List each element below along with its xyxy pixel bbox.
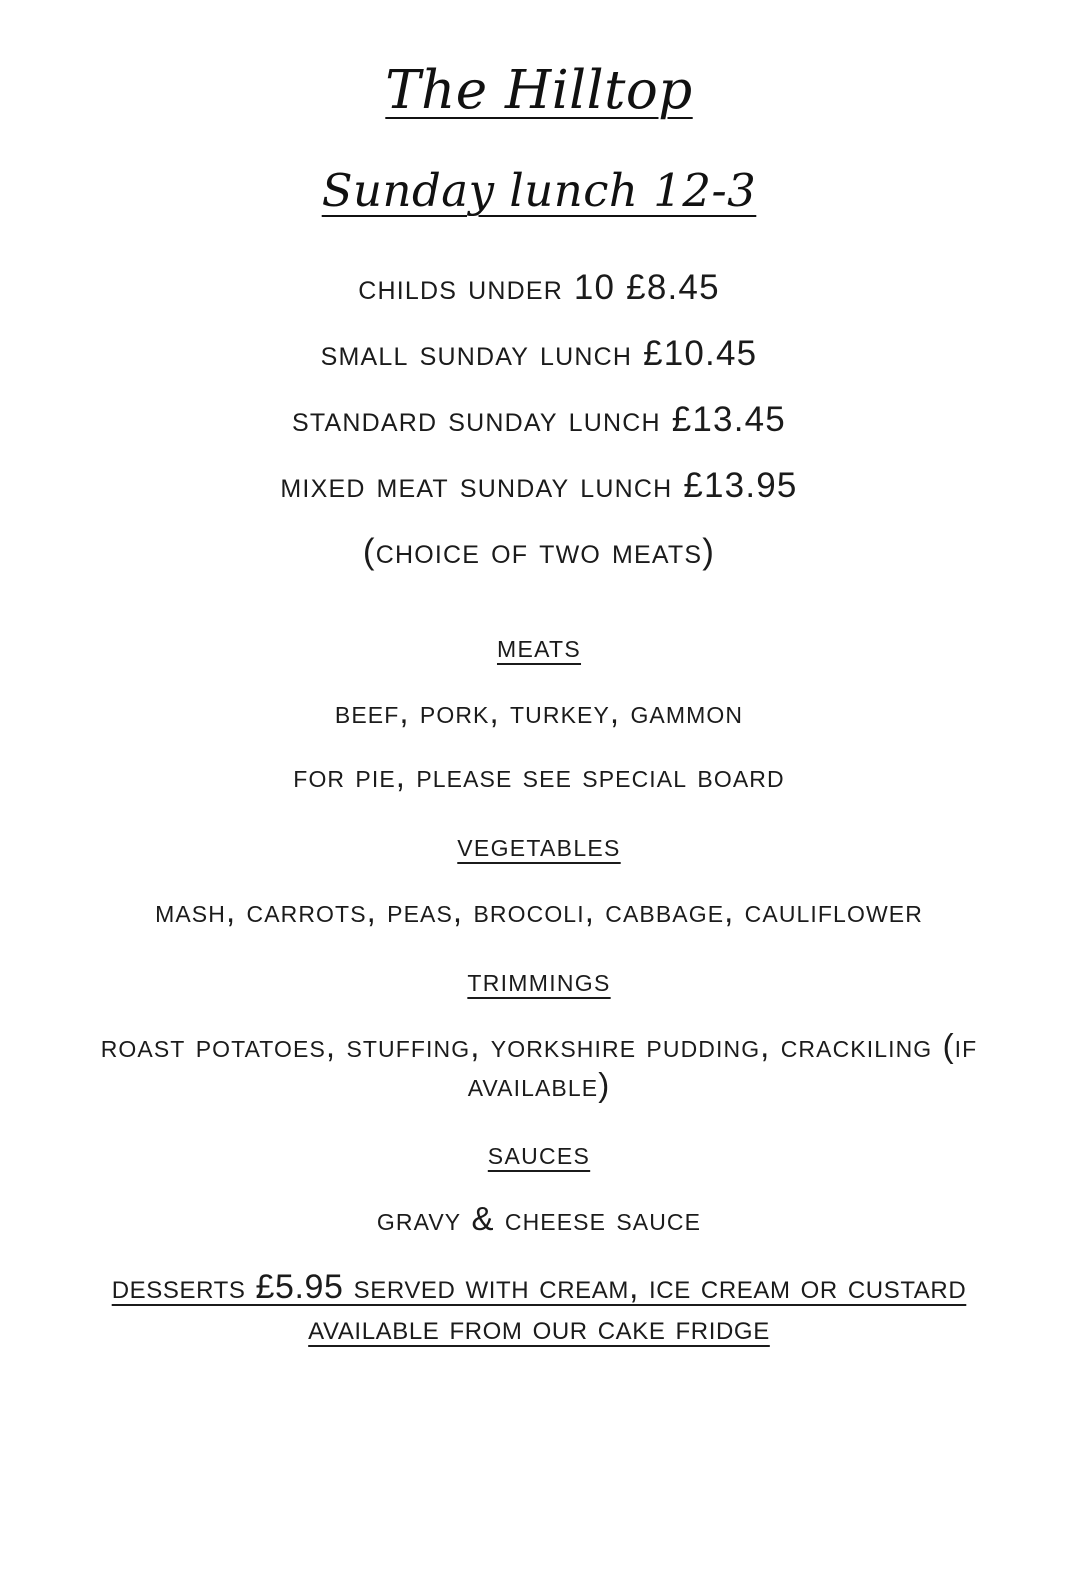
section-line: mash, carrots, peas, brocoli, cabbage, cauliflower xyxy=(155,891,923,929)
price-item: childs under 10 £8.45 xyxy=(358,267,720,307)
section-sauces xyxy=(60,1134,1018,1239)
section-heading: trimmings xyxy=(467,960,611,998)
price-item: mixed meat sunday lunch £13.95 xyxy=(280,465,798,505)
section-vegetables xyxy=(60,826,1018,931)
section-line: beef, pork, turkey, gammon xyxy=(334,692,744,730)
section-line: for pie, please see special board xyxy=(293,756,785,794)
section-trimmings xyxy=(60,961,1018,1105)
price-note: (choice of two meats) xyxy=(362,531,716,571)
service-title: Sunday lunch 12-3 xyxy=(321,164,757,218)
spacer xyxy=(60,569,1018,627)
price-item: standard sunday lunch £13.45 xyxy=(292,399,786,439)
section-line: gravy & cheese sauce xyxy=(376,1200,702,1238)
price-list xyxy=(60,267,1018,571)
section-heading: meats xyxy=(496,626,582,664)
price-item: small sunday lunch £10.45 xyxy=(320,333,758,373)
section-heading: sauces xyxy=(487,1134,591,1172)
restaurant-title: The Hilltop xyxy=(385,60,693,121)
section-heading: vegetables xyxy=(457,825,621,863)
section-line: roast potatoes, stuffing, yorkshire pudding, crackiling (if available) xyxy=(100,1026,978,1103)
desserts-note: desserts £5.95 served with cream, ice cream or custard available from our cake fridge xyxy=(111,1268,967,1347)
section-meats xyxy=(60,627,1018,796)
